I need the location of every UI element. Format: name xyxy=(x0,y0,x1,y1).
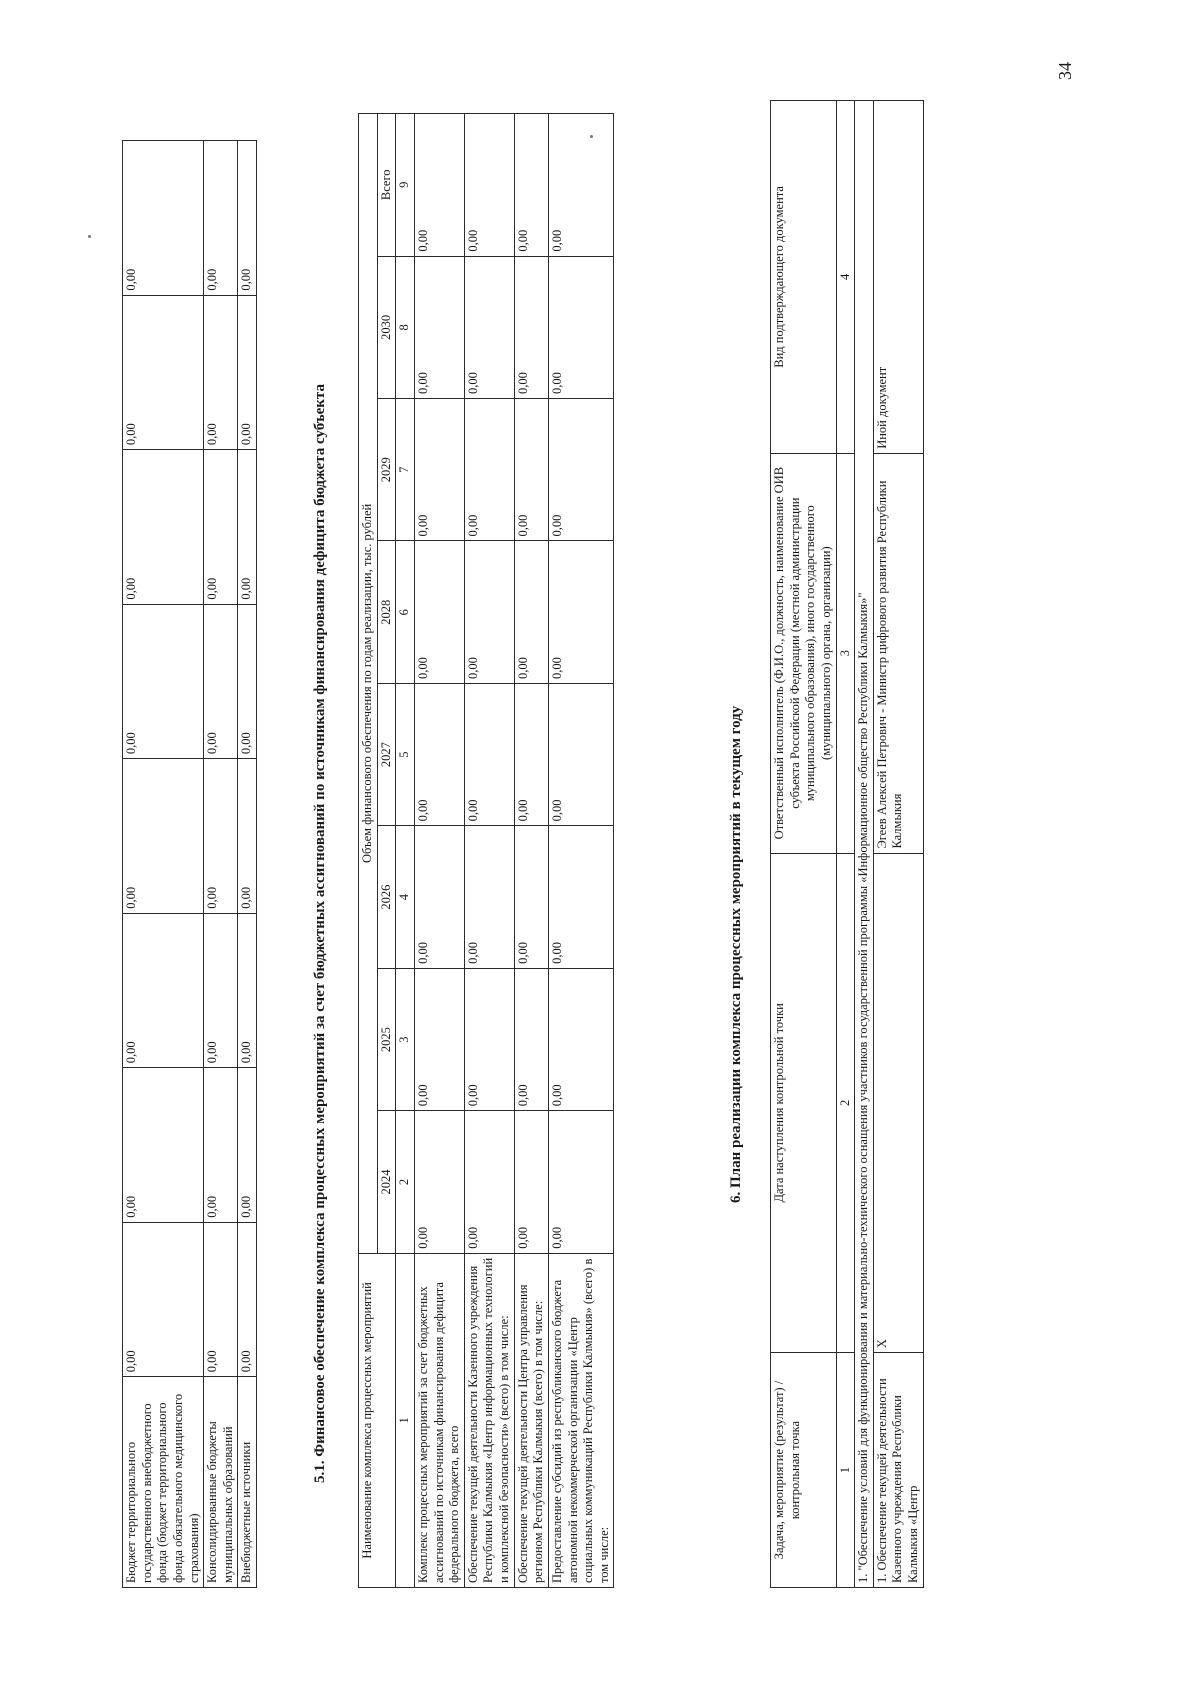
column-number: 4 xyxy=(836,101,855,454)
value-cell: 0,00 xyxy=(414,541,464,683)
header-volume: Объем финансового обеспечения по годам реализации, тыс. рублей xyxy=(359,114,378,1254)
table-row xyxy=(204,141,238,1588)
section-6-title: 6. План реализации комплекса процессных мероприятий в текущем году xyxy=(728,705,744,1203)
value-cell: 0,00 xyxy=(204,1222,238,1377)
column-number: 3 xyxy=(396,968,415,1110)
year-header: 2028 xyxy=(377,541,396,683)
value-cell: 0,00 xyxy=(548,114,614,257)
year-header: 2025 xyxy=(377,968,396,1110)
scan-speck xyxy=(88,235,91,238)
row-label: Предоставление субсидий из республиканского бюджета автономной некоммерческой организации «Центр социальных коммуникаций Республики Калмыкия» (всего) в том числе: xyxy=(548,1253,614,1587)
value-cell: 0,00 xyxy=(204,913,238,1068)
value-cell: 0,00 xyxy=(123,141,204,296)
value-cell: 0,00 xyxy=(414,968,464,1110)
value-cell: 0,00 xyxy=(123,604,204,759)
value-cell: 0,00 xyxy=(464,399,514,541)
column-number: 6 xyxy=(396,541,415,683)
column-number: 8 xyxy=(396,256,415,398)
value-cell: 0,00 xyxy=(204,759,238,914)
value-cell: 0,00 xyxy=(238,295,257,450)
year-header: 2026 xyxy=(377,826,396,968)
task-cell: 1. Обеспечение текущей деятельности Казенного учреждения Республики Калмыкия «Центр xyxy=(873,1353,923,1588)
budget-sources-table xyxy=(122,140,257,1588)
page-number: 34 xyxy=(1055,62,1075,80)
value-cell: 0,00 xyxy=(548,541,614,683)
table-row xyxy=(123,141,204,1588)
value-cell: 0,00 xyxy=(464,826,514,968)
value-cell: 0,00 xyxy=(514,683,548,825)
value-cell: 0,00 xyxy=(464,1111,514,1253)
row-label: Внебюджетные источники xyxy=(238,1377,257,1588)
value-cell: 0,00 xyxy=(123,450,204,605)
document-cell: Иной документ xyxy=(873,101,923,454)
row-label: Консолидированные бюджеты муниципальных образований xyxy=(204,1377,238,1588)
plan-table xyxy=(770,100,924,1588)
value-cell: 0,00 xyxy=(204,141,238,296)
executor-cell: Эгеев Алексей Петрович - Министр цифрового развития Республики Калмыкия xyxy=(873,453,923,853)
year-header: 2024 xyxy=(377,1111,396,1253)
value-cell: 0,00 xyxy=(548,826,614,968)
row-label: Комплекс процессных мероприятий за счет бюджетных ассигнований по источникам финансирования дефицита федерального бюджета, всего xyxy=(414,1253,464,1587)
value-cell: 0,00 xyxy=(464,541,514,683)
value-cell: 0,00 xyxy=(414,399,464,541)
column-number: 4 xyxy=(396,826,415,968)
column-number: 2 xyxy=(396,1111,415,1253)
year-header: Всего xyxy=(377,114,396,257)
table-row xyxy=(873,101,923,1588)
value-cell: 0,00 xyxy=(548,256,614,398)
header-name: Наименование комплекса процессных мероприятий xyxy=(359,1253,396,1587)
value-cell: 0,00 xyxy=(514,968,548,1110)
value-cell: 0,00 xyxy=(414,1111,464,1253)
table-row xyxy=(238,141,257,1588)
year-header: 2027 xyxy=(377,683,396,825)
column-number: 7 xyxy=(396,399,415,541)
table-row xyxy=(548,114,614,1588)
row-label: Обеспечение текущей деятельности Казенного учреждения Республики Калмыкия «Центр информационных технологий и комплексной безопасности» (всего) в том числе: xyxy=(464,1253,514,1587)
column-number: 1 xyxy=(836,1353,855,1588)
value-cell: 0,00 xyxy=(514,399,548,541)
table-row xyxy=(464,114,514,1588)
column-number: 3 xyxy=(836,453,855,853)
value-cell: 0,00 xyxy=(238,450,257,605)
value-cell: 0,00 xyxy=(123,759,204,914)
column-header: Ответственный исполнитель (Ф.И.О., должность, наименование ОИВ субъекта Российской Федерации (местной администрации муниципального образования), иного государственного (муниципального) органа, организации) xyxy=(771,453,837,853)
financing-table xyxy=(358,113,614,1588)
table-row xyxy=(514,114,548,1588)
value-cell: 0,00 xyxy=(548,399,614,541)
value-cell: 0,00 xyxy=(123,295,204,450)
value-cell: 0,00 xyxy=(464,114,514,257)
task-row: 1. "Обеспечение условий для функционирования и материально-технического оснащения участников государственной программы «Информационное общество Республики Калмыкия»" xyxy=(855,101,874,1588)
value-cell: 0,00 xyxy=(514,541,548,683)
value-cell: 0,00 xyxy=(548,968,614,1110)
value-cell: 0,00 xyxy=(238,1222,257,1377)
value-cell: 0,00 xyxy=(414,114,464,257)
value-cell: 0,00 xyxy=(204,1068,238,1223)
value-cell: 0,00 xyxy=(464,683,514,825)
column-number: 2 xyxy=(836,853,855,1353)
row-label: Бюджет территориального государственного внебюджетного фонда (бюджет территориального фонда обязательного медицинского страхования) xyxy=(123,1377,204,1588)
column-header: Дата наступления контрольной точки xyxy=(771,853,837,1353)
value-cell: 0,00 xyxy=(238,141,257,296)
value-cell: 0,00 xyxy=(238,759,257,914)
value-cell: 0,00 xyxy=(548,683,614,825)
value-cell: 0,00 xyxy=(123,1068,204,1223)
scan-speck xyxy=(590,135,593,138)
value-cell: 0,00 xyxy=(514,826,548,968)
column-header: Задача, мероприятие (результат) / контрольная точка xyxy=(771,1353,837,1588)
column-number: 1 xyxy=(396,1253,415,1587)
value-cell: 0,00 xyxy=(123,913,204,1068)
value-cell: 0,00 xyxy=(204,604,238,759)
column-header: Вид подтверждающего документа xyxy=(771,101,837,454)
value-cell: 0,00 xyxy=(238,1068,257,1223)
section-5-1-title: 5.1. Финансовое обеспечение комплекса процессных мероприятий за счет бюджетных ассигнований по источникам финансирования дефицита бюджета субъекта xyxy=(312,384,328,1483)
table-row xyxy=(414,114,464,1588)
value-cell: 0,00 xyxy=(514,1111,548,1253)
value-cell: 0,00 xyxy=(464,256,514,398)
year-header: 2029 xyxy=(377,399,396,541)
date-cell: X xyxy=(873,853,923,1353)
value-cell: 0,00 xyxy=(204,295,238,450)
value-cell: 0,00 xyxy=(238,913,257,1068)
value-cell: 0,00 xyxy=(514,256,548,398)
column-number: 9 xyxy=(396,114,415,257)
value-cell: 0,00 xyxy=(414,256,464,398)
year-header: 2030 xyxy=(377,256,396,398)
value-cell: 0,00 xyxy=(464,968,514,1110)
column-number: 5 xyxy=(396,683,415,825)
value-cell: 0,00 xyxy=(514,114,548,257)
value-cell: 0,00 xyxy=(204,450,238,605)
value-cell: 0,00 xyxy=(123,1222,204,1377)
value-cell: 0,00 xyxy=(414,826,464,968)
value-cell: 0,00 xyxy=(414,683,464,825)
value-cell: 0,00 xyxy=(238,604,257,759)
value-cell: 0,00 xyxy=(548,1111,614,1253)
row-label: Обеспечение текущей деятельности Центра управления регионом Республики Калмыкия (всего) в том числе: xyxy=(514,1253,548,1587)
